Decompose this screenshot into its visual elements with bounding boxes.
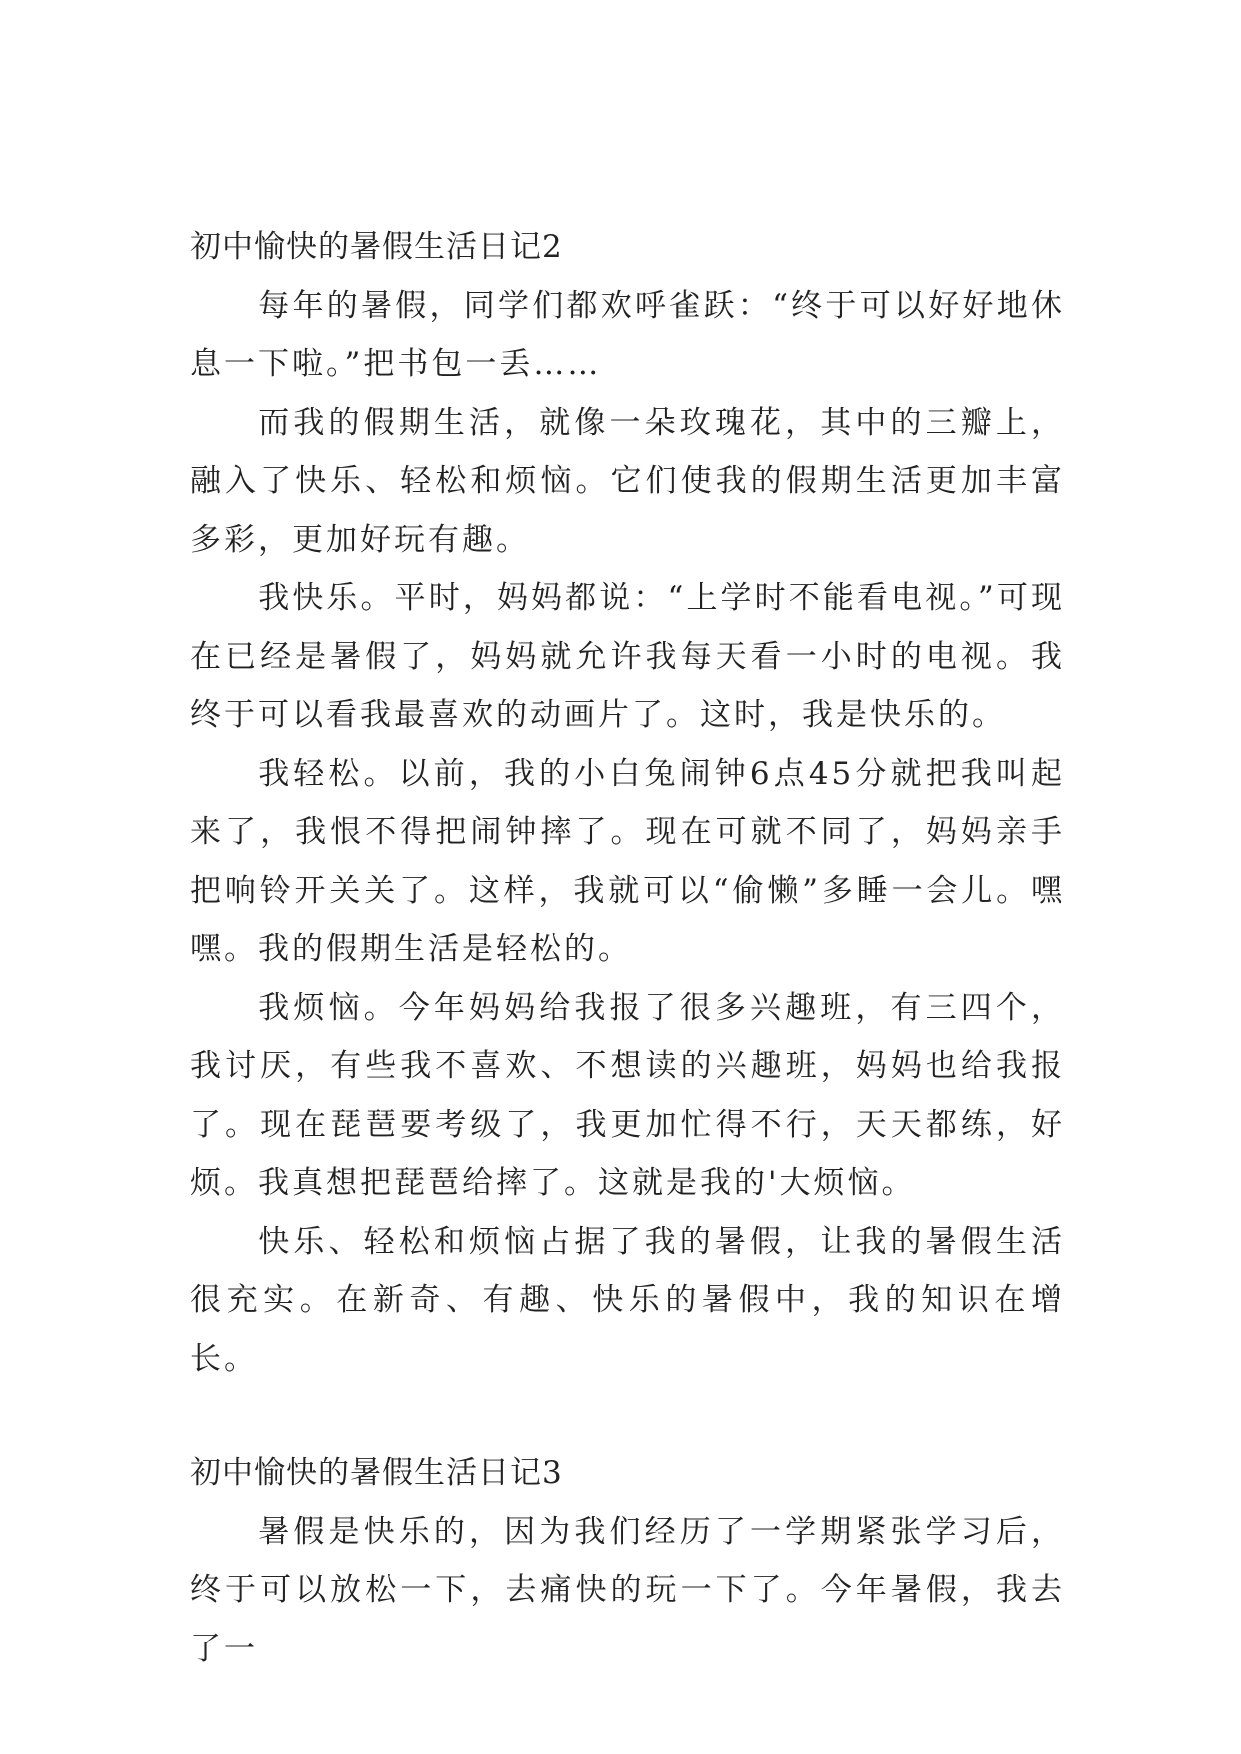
paragraph: 我快乐。平时，妈妈都说：“上学时不能看电视。”可现在已经是暑假了，妈妈就允许我每天看一小时的电视。我终于可以看我最喜欢的动画片了。这时，我是快乐的。 <box>190 580 1065 733</box>
paragraph: 我烦恼。今年妈妈给我报了很多兴趣班，有三四个，我讨厌，有些我不喜欢、不想读的兴趣班，妈妈也给我报了。现在琵琶要考级了，我更加忙得不行，天天都练，好烦。我真想把琵琶给摔了。这就是我的'大烦恼。 <box>190 989 1065 1201</box>
diary-section-3 <box>190 1444 1065 1678</box>
section-heading: 初中愉快的暑假生活日记2 <box>190 229 563 265</box>
section-heading: 初中愉快的暑假生活日记3 <box>190 1455 563 1491</box>
paragraph: 而我的假期生活，就像一朵玫瑰花，其中的三瓣上，融入了快乐、轻松和烦恼。它们使我的假期生活更加丰富多彩，更加好玩有趣。 <box>190 404 1065 558</box>
document-body <box>190 218 1065 1678</box>
diary-section-2 <box>190 218 1065 1388</box>
paragraph: 快乐、轻松和烦恼占据了我的暑假，让我的暑假生活很充实。在新奇、有趣、快乐的暑假中，我的知识在增长。 <box>190 1223 1065 1377</box>
paragraph: 我轻松。以前，我的小白兔闹钟6点45分就把我叫起来了，我恨不得把闹钟摔了。现在可就不同了，妈妈亲手把响铃开关关了。这样，我就可以“偷懒”多睡一会儿。嘿嘿。我的假期生活是轻松的。 <box>190 755 1065 967</box>
paragraph: 暑假是快乐的，因为我们经历了一学期紧张学习后，终于可以放松一下，去痛快的玩一下了。今年暑假，我去了一 <box>190 1513 1065 1667</box>
paragraph: 每年的暑假，同学们都欢呼雀跃：“终于可以好好地休息一下啦。”把书包一丢…… <box>190 287 1065 382</box>
section-spacer <box>190 1388 1065 1444</box>
